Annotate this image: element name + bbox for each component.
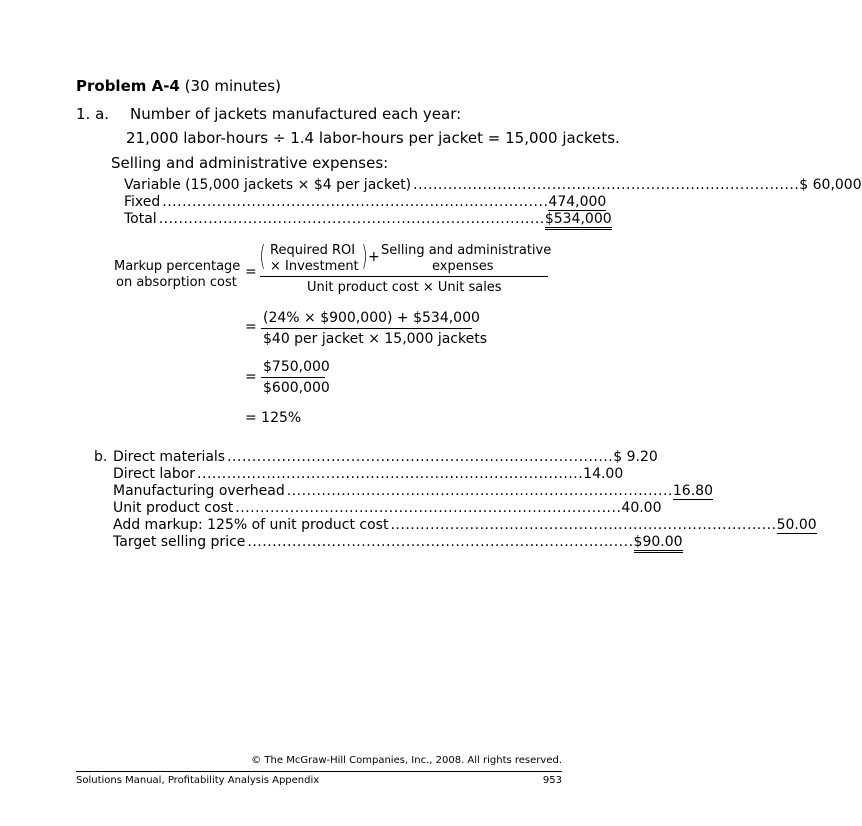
sga-heading: Selling and administrative expenses: (111, 154, 389, 172)
footer-rule (76, 771, 562, 772)
fraction-bar (261, 328, 472, 329)
jackets-calculation: 21,000 labor-hours ÷ 1.4 labor-hours per jacket = 15,000 jackets. (126, 129, 620, 147)
cost-row-amount: 14.00 (583, 466, 624, 482)
fraction-bar (261, 377, 325, 378)
problem-heading (76, 77, 281, 95)
part-1a-number: 1. a. (76, 105, 110, 123)
left-paren: ( (259, 239, 266, 272)
sga-row-amount: $ 60,000 (799, 177, 862, 193)
leader-dots: .............................................................................. (286, 483, 673, 499)
investment-text: × Investment (270, 259, 359, 274)
cost-row-direct-materials (113, 449, 658, 465)
cost-row-label: Direct labor (113, 466, 196, 482)
cost-row-label: Direct materials (113, 449, 226, 465)
leader-dots: .............................................................................. (227, 449, 614, 465)
sga-row-label: Fixed (124, 194, 161, 210)
cost-row-label: Manufacturing overhead (113, 483, 285, 499)
step2-denominator: $40 per jacket × 15,000 jackets (263, 331, 487, 347)
cost-row-label: Add markup: 125% of unit product cost (113, 517, 389, 533)
cost-row-amount: $ 9.20 (613, 449, 658, 465)
sga-row-amount: $534,000 (545, 211, 612, 227)
sga-numerator-line1: Selling and administrative (381, 243, 552, 258)
part-1a-heading: Number of jackets manufactured each year: (130, 105, 462, 123)
cost-row-overhead (113, 483, 713, 499)
problem-title: Problem A-4 (76, 77, 180, 95)
cost-row-direct-labor (113, 466, 624, 482)
copyright-notice: © The McGraw-Hill Companies, Inc., 2008. All rights reserved. (251, 755, 562, 766)
step3-numerator: $750,000 (263, 359, 330, 375)
sga-numerator-line2: expenses (432, 259, 494, 274)
leader-dots: .............................................................................. (247, 534, 634, 550)
markup-label-line1: Markup percentage (114, 259, 241, 274)
sga-row-label: Variable (15,000 jackets × $4 per jacket) (124, 177, 412, 193)
markup-label-line2: on absorption cost (116, 275, 237, 290)
step3-denominator: $600,000 (263, 380, 330, 396)
leader-dots: .............................................................................. (413, 177, 800, 193)
leader-dots: .............................................................................. (197, 466, 584, 482)
equals-sign: = (245, 369, 257, 385)
leader-dots: .............................................................................. (235, 500, 622, 516)
sga-row-amount: 474,000 (548, 194, 607, 210)
cost-row-amount: 40.00 (621, 500, 662, 516)
right-paren: ) (361, 239, 368, 272)
markup-result: = 125% (245, 410, 302, 426)
sga-row-variable (124, 177, 862, 193)
cost-row-markup (113, 517, 817, 533)
cost-row-amount: 50.00 (776, 517, 817, 533)
fraction-bar (260, 276, 548, 277)
part-b-letter: b. (94, 449, 108, 465)
step2-numerator: (24% × $900,000) + $534,000 (263, 310, 480, 326)
manual-title: Solutions Manual, Profitability Analysis Appendix (76, 775, 320, 786)
cost-row-target-price (113, 534, 683, 550)
problem-duration: (30 minutes) (184, 77, 281, 95)
cost-row-amount: 16.80 (672, 483, 713, 499)
cost-row-label: Target selling price (113, 534, 246, 550)
sga-row-label: Total (124, 211, 157, 227)
cost-row-amount: $90.00 (634, 534, 683, 550)
denominator-text: Unit product cost × Unit sales (307, 280, 502, 295)
leader-dots: .............................................................................. (162, 194, 549, 210)
equals-sign: = (245, 319, 257, 335)
plus-sign: + (368, 249, 380, 265)
equals-sign: = (245, 264, 257, 280)
cost-row-label: Unit product cost (113, 500, 234, 516)
roi-text: Required ROI (270, 243, 356, 258)
page-number: 953 (542, 775, 562, 786)
cost-row-unit-product-cost (113, 500, 662, 516)
leader-dots: .............................................................................. (390, 517, 777, 533)
leader-dots: .............................................................................. (158, 211, 545, 227)
sga-row-fixed (124, 194, 607, 210)
sga-row-total (124, 211, 612, 227)
